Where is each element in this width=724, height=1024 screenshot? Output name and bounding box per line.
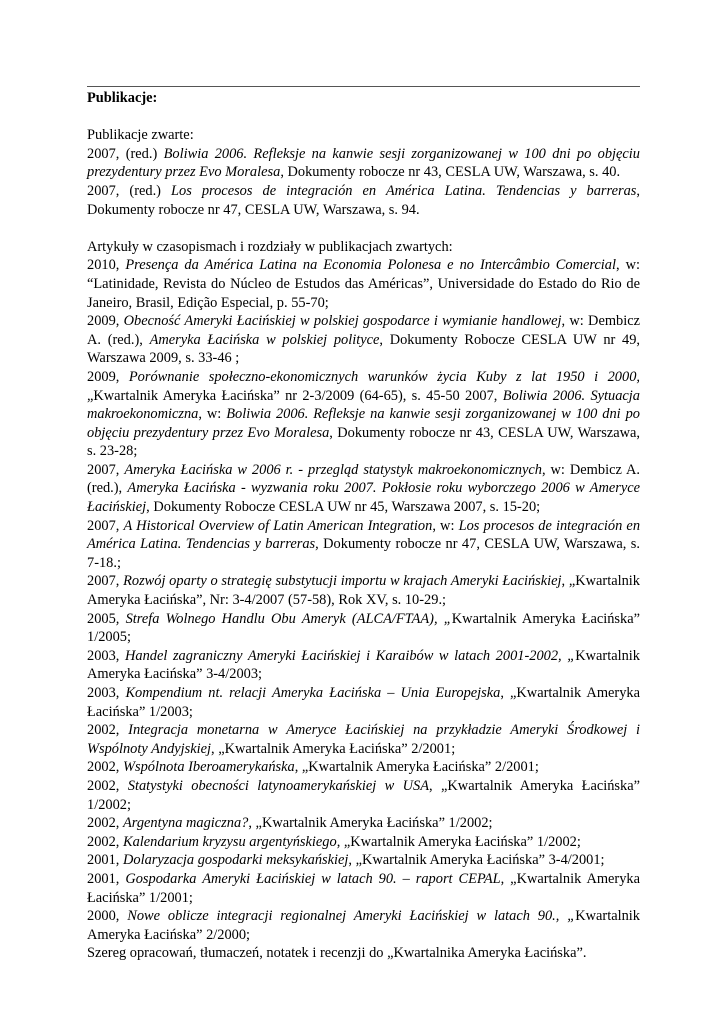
entry-text: 2002,	[87, 722, 129, 739]
entry-title-italic: Integracja monetarna w Ameryce Łacińskiej na przykładzie Ameryki Środkowej i Wspólnoty Andyjskiej	[87, 722, 640, 757]
entry-text: , „Kwartalnik Ameryka Łacińska” 1/2002;	[336, 833, 581, 850]
publication-entry	[87, 182, 640, 219]
entry-title-italic: A Historical Overview of Latin American Integration	[123, 517, 433, 534]
entry-text: , „Kwartalnik Ameryka Łacińska” 1/2002;	[87, 777, 640, 813]
publication-entry	[87, 256, 640, 312]
entry-text: , w: Dembicz A. (red.),	[87, 461, 640, 497]
publication-entry	[87, 684, 640, 721]
publication-entry	[87, 721, 640, 758]
publication-entry	[87, 461, 640, 517]
entry-text: Kwartalnik Ameryka Łacińska” 1/2005;	[87, 610, 640, 646]
entry-title-italic: Handel zagraniczny Ameryki Łacińskiej i Karaibów w latach 2001-2002, „	[124, 647, 576, 664]
entry-text: , „Kwartalnik Ameryka Łacińska” 1/2001;	[87, 870, 641, 906]
section-heading: Publikacje:	[87, 90, 158, 106]
entry-title-italic: Kompendium nt. relacji Ameryka Łacińska – Unia Europejska	[125, 685, 501, 701]
entry-text: , „Kwartalnik Ameryka Łacińska” 1/2003;	[87, 685, 640, 720]
entry-title-italic: Boliwia 2006. Refleksje na kanwie sesji zorganizowanej w 100 dni po objęciu prezydentury przez Evo Moralesa	[87, 145, 640, 181]
entry-text: 2007, (red.)	[87, 145, 164, 162]
entry-text: 2002,	[87, 815, 123, 832]
subsection-title: Publikacje zwarte:	[87, 127, 194, 144]
entry-text: Kwartalnik Ameryka Łacińska” 3-4/2003;	[87, 647, 640, 683]
publication-entry	[87, 870, 640, 907]
entry-text: 2002,	[87, 777, 128, 794]
subsection-title: Artykuły w czasopismach i rozdziały w publikacjach zwartych:	[87, 238, 453, 255]
entry-text: , Dokumenty robocze nr 47, CESLA UW, Warszawa, s. 7-18.;	[87, 536, 640, 571]
entry-text: , „Kwartalnik Ameryka Łacińska” 1/2002;	[248, 815, 493, 832]
entry-text: 2003,	[87, 685, 126, 701]
section-articles	[87, 238, 640, 963]
entry-title-italic: Los procesos de integración en América Latina. Tendencias y barreras	[87, 517, 641, 553]
publication-entry	[87, 517, 640, 573]
entry-text: „Kwartalnik Ameryka Łacińska” nr 2-3/2009 (64-65), s. 45-50 2007,	[87, 387, 503, 404]
entry-text: 2003,	[87, 647, 125, 664]
publication-entry	[87, 851, 640, 870]
entry-title-italic: Rozwój oparty o strategię substytucji importu w krajach Ameryki Łacińskiej	[123, 573, 562, 590]
entry-title-italic: Obecność Ameryki Łacińskiej w polskiej gospodarce i wymianie handlowej	[123, 313, 562, 330]
entry-text: , Dokumenty Robocze CESLA UW nr 49, Warszawa 2009, s. 33-46 ;	[87, 331, 641, 367]
entry-text: Kwartalnik Ameryka Łacińska” 2/2000;	[87, 908, 640, 943]
publication-entry	[87, 907, 640, 944]
entry-title-italic: Presença da América Latina na Economia Polonesa e no Intercâmbio Comercial	[125, 257, 616, 274]
publication-entry	[87, 572, 640, 609]
entry-title-italic: Los procesos de integración en América Latina. Tendencias y barreras	[171, 182, 637, 199]
entry-text: 2007,	[87, 573, 124, 590]
publication-entry	[87, 368, 640, 461]
entry-text: , w: “Latinidade, Revista do Núcleo de Estudos das Américas”, Universidade do Estado do Rio de Janeiro, Brasil, Edição Especial, p. 55-70;	[87, 257, 640, 311]
entry-text: , w: Dembicz A. (red.),	[87, 313, 640, 348]
entry-title-italic: Wspólnota Iberoamerykańska	[122, 759, 295, 776]
entry-text: 2007, (red.)	[87, 182, 172, 199]
entry-text: 2001,	[87, 870, 126, 887]
publication-entry	[87, 944, 640, 963]
entry-text: , Dokumenty robocze nr 43, CESLA UW, Warszawa, s. 40.	[280, 164, 621, 181]
publication-entry	[87, 814, 640, 833]
entry-text: 2009,	[87, 368, 129, 385]
entry-text: , „Kwartalnik Ameryka Łacińska” 2/2001;	[294, 759, 539, 776]
publication-entry	[87, 145, 640, 182]
entry-text: 2001,	[87, 852, 123, 869]
entry-text: 2010,	[87, 257, 126, 274]
entry-text: , „Kwartalnik Ameryka Łacińska”, Nr: 3-4/2007 (57-58), Rok XV, s. 10-29.;	[87, 573, 640, 609]
publication-entry	[87, 833, 640, 852]
entry-text: , w:	[198, 406, 227, 423]
publication-entry	[87, 610, 640, 647]
entry-text: 2002,	[87, 833, 123, 850]
entry-text: 2002,	[87, 759, 123, 776]
entry-text: , Dokumenty robocze nr 43, CESLA UW, Warszawa, s. 23-28;	[87, 424, 640, 460]
publication-entry	[87, 647, 640, 684]
entry-text: 2007,	[87, 461, 125, 478]
entry-title-italic: Porównanie społeczno-ekonomicznych warunków życia Kuby z lat 1950 i 2000,	[128, 368, 640, 385]
entry-text: , Dokumenty robocze nr 47, CESLA UW, Warszawa, s. 94.	[87, 182, 640, 218]
entry-text: , Dokumenty Robocze CESLA UW nr 45, Warszawa 2007, s. 15-20;	[146, 499, 541, 516]
entry-text: Szereg opracowań, tłumaczeń, notatek i recenzji do „Kwartalnika Ameryka Łacińska”.	[87, 945, 587, 962]
top-rule	[87, 86, 640, 87]
entry-title-italic: Kalendarium kryzysu argentyńskiego	[122, 833, 337, 850]
entry-title-italic: Statystyki obecności latynoamerykańskiej w USA	[127, 777, 430, 794]
entry-text: 2007,	[87, 517, 124, 534]
publications-content	[87, 89, 640, 963]
entry-text: , „Kwartalnik Ameryka Łacińska” 2/2001;	[211, 740, 456, 757]
entry-text: 2000,	[87, 908, 128, 925]
entry-title-italic: Ameryka Łacińska w polskiej polityce	[149, 331, 380, 348]
entry-text: 2009,	[87, 313, 124, 330]
entry-title-italic: , Strefa Wolnego Handlu Obu Ameryk (ALCA/FTAA), „	[115, 610, 452, 627]
section-monographs	[87, 126, 640, 219]
entry-title-italic: Ameryka Łacińska - wyzwania roku 2007. Pokłosie roku wyborczego 2006 w Ameryce Łacińskiej	[87, 480, 640, 516]
entry-title-italic: Gospodarka Ameryki Łacińskiej w latach 90. – raport CEPAL	[125, 870, 501, 887]
entry-title-italic: Dolaryzacja gospodarki meksykańskiej	[122, 852, 349, 869]
entry-text: 2005	[87, 610, 116, 627]
publication-entry	[87, 312, 640, 368]
entries-list	[87, 256, 640, 963]
entry-text: , w:	[432, 517, 459, 534]
publication-entry	[87, 758, 640, 777]
entry-title-italic: Boliwia 2006. Refleksje na kanwie sesji zorganizowanej w 100 dni po objęciu prezydentury przez Evo Moralesa	[87, 406, 640, 441]
entry-title-italic: Nowe oblicze integracji regionalnej Ameryki Łacińskiej w latach 90., „	[127, 908, 576, 925]
entry-title-italic: Ameryka Łacińska w 2006 r. - przegląd statystyk makroekonomicznych	[124, 461, 542, 478]
entry-text: , „Kwartalnik Ameryka Łacińska” 3-4/2001;	[348, 852, 605, 869]
entries-list	[87, 145, 640, 219]
entry-title-italic: Argentyna magiczna?	[122, 815, 249, 832]
publication-entry	[87, 777, 640, 814]
entry-title-italic: Boliwia 2006. Sytuacja makroekonomiczna	[87, 387, 640, 423]
